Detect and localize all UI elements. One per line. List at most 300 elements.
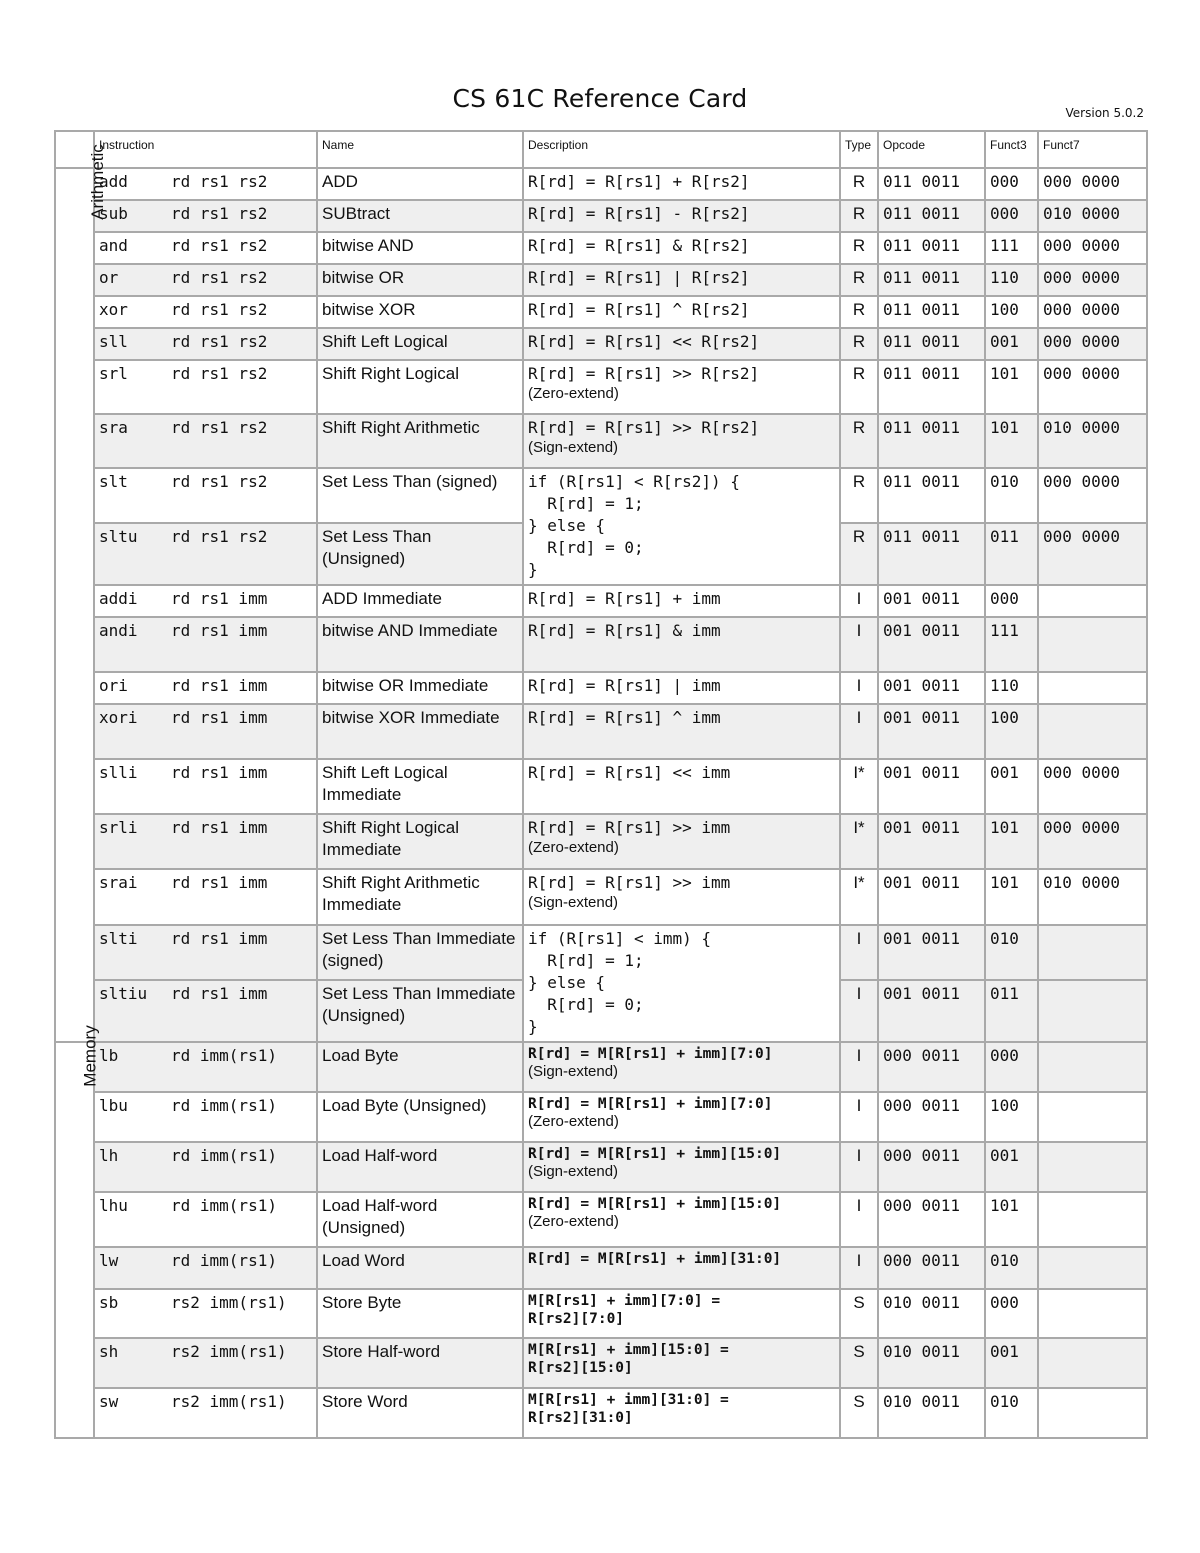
operands: rd imm(rs1)	[171, 1196, 277, 1215]
type-cell: R	[840, 414, 878, 468]
funct3-value: 111	[990, 621, 1019, 640]
type-cell: I	[840, 585, 878, 617]
description-code: R[rd] = R[rs1] >> R[rs2]	[528, 364, 760, 383]
mnemonic: andi	[99, 621, 138, 640]
operands: rd rs1 rs2	[171, 204, 268, 223]
description-code: R[rd] = M[R[rs1] + imm][7:0]	[528, 1096, 773, 1112]
description-code: if (R[rs1] < R[rs2]) { R[rd] = 1; } else { R[rd] = 0; }	[528, 472, 740, 579]
name-cell: bitwise AND	[317, 232, 523, 264]
description-cell	[523, 672, 840, 704]
type-cell: I	[840, 1092, 878, 1142]
table-row	[55, 759, 1147, 814]
instruction-cell	[94, 200, 317, 232]
table-row	[55, 414, 1147, 468]
col-funct3: Funct3	[985, 131, 1038, 168]
funct3-cell	[985, 1092, 1038, 1142]
opcode-cell	[878, 1092, 985, 1142]
table-row	[55, 360, 1147, 414]
mnemonic: lw	[99, 1251, 119, 1270]
opcode-value: 011 0011	[883, 472, 961, 491]
table-row	[55, 296, 1147, 328]
operands: rd rs1 imm	[171, 621, 268, 640]
col-name: Name	[317, 131, 523, 168]
opcode-value: 000 0011	[883, 1146, 961, 1165]
instruction-cell	[94, 617, 317, 672]
funct7-value: 000 0000	[1043, 172, 1121, 191]
description-code: M[R[rs1] + imm][7:0] = R[rs2][7:0]	[528, 1293, 721, 1327]
funct7-cell	[1038, 1142, 1147, 1192]
instruction-cell	[94, 1042, 317, 1092]
mnemonic: lhu	[99, 1196, 128, 1215]
description-note: (Zero-extend)	[528, 385, 619, 402]
instruction-cell	[94, 523, 317, 585]
funct3-value: 101	[990, 873, 1019, 892]
mnemonic: lh	[99, 1146, 119, 1165]
description-cell	[523, 414, 840, 468]
opcode-cell	[878, 232, 985, 264]
type-cell: I	[840, 704, 878, 759]
operands: rd rs1 rs2	[171, 172, 268, 191]
opcode-value: 011 0011	[883, 204, 961, 223]
name-cell: Store Word	[317, 1388, 523, 1438]
funct7-cell	[1038, 704, 1147, 759]
operands: rd imm(rs1)	[171, 1251, 277, 1270]
name-cell: Load Word	[317, 1247, 523, 1289]
description-cell	[523, 1142, 840, 1192]
funct7-value: 000 0000	[1043, 527, 1121, 546]
mnemonic: xor	[99, 300, 128, 319]
col-instruction: Instruction	[94, 131, 317, 168]
description-cell	[523, 1042, 840, 1092]
funct7-cell	[1038, 814, 1147, 869]
opcode-cell	[878, 704, 985, 759]
funct7-cell	[1038, 925, 1147, 980]
funct3-cell	[985, 672, 1038, 704]
mnemonic: sra	[99, 418, 128, 437]
instruction-cell	[94, 1142, 317, 1192]
table-row	[55, 1289, 1147, 1338]
operands: rd rs1 imm	[171, 763, 268, 782]
description-code: R[rd] = R[rs1] >> R[rs2]	[528, 418, 760, 437]
description-cell	[523, 1289, 840, 1338]
description-code: R[rd] = R[rs1] >> imm	[528, 818, 731, 837]
funct3-cell	[985, 704, 1038, 759]
funct3-value: 011	[990, 527, 1019, 546]
instruction-cell	[94, 232, 317, 264]
operands: rd rs1 rs2	[171, 527, 268, 546]
group-memory	[55, 1025, 100, 1438]
table-row	[55, 200, 1147, 232]
description-cell	[523, 814, 840, 869]
funct3-value: 100	[990, 708, 1019, 727]
funct7-cell	[1038, 672, 1147, 704]
operands: rd rs1 rs2	[171, 418, 268, 437]
name-cell: ADD	[317, 168, 523, 200]
funct3-cell	[985, 617, 1038, 672]
opcode-cell	[878, 672, 985, 704]
funct3-value: 100	[990, 300, 1019, 319]
funct7-cell	[1038, 1388, 1147, 1438]
funct7-cell	[1038, 869, 1147, 925]
name-cell: Load Byte (Unsigned)	[317, 1092, 523, 1142]
operands: rd rs1 rs2	[171, 364, 268, 383]
opcode-value: 001 0011	[883, 873, 961, 892]
table-row	[55, 1192, 1147, 1247]
opcode-cell	[878, 925, 985, 980]
mnemonic: srli	[99, 818, 138, 837]
mnemonic: add	[99, 172, 128, 191]
operands: rd rs1 rs2	[171, 332, 268, 351]
description-code: R[rd] = R[rs1] | imm	[528, 676, 721, 695]
funct7-cell	[1038, 585, 1147, 617]
type-cell: S	[840, 1289, 878, 1338]
description-cell	[523, 1092, 840, 1142]
instruction-cell	[94, 1388, 317, 1438]
opcode-value: 000 0011	[883, 1046, 961, 1065]
type-cell: R	[840, 328, 878, 360]
description-code: R[rd] = M[R[rs1] + imm][7:0]	[528, 1046, 773, 1062]
description-code: M[R[rs1] + imm][15:0] = R[rs2][15:0]	[528, 1342, 729, 1376]
description-cell	[523, 1338, 840, 1388]
funct7-cell	[1038, 200, 1147, 232]
opcode-value: 001 0011	[883, 589, 961, 608]
description-cell	[523, 869, 840, 925]
type-cell: R	[840, 296, 878, 328]
instruction-cell	[94, 869, 317, 925]
table-row	[55, 585, 1147, 617]
funct3-value: 000	[990, 1046, 1019, 1065]
type-cell: R	[840, 360, 878, 414]
description-note: (Zero-extend)	[528, 839, 619, 856]
opcode-value: 011 0011	[883, 236, 961, 255]
instruction-cell	[94, 672, 317, 704]
operands: rd rs1 imm	[171, 676, 268, 695]
description-cell	[523, 1388, 840, 1438]
name-cell: Shift Right Arithmetic	[317, 414, 523, 468]
description-note: (Sign-extend)	[528, 1063, 619, 1080]
opcode-value: 001 0011	[883, 818, 961, 837]
name-cell: bitwise XOR	[317, 296, 523, 328]
name-cell: Set Less Than (signed)	[317, 468, 523, 523]
name-cell: bitwise OR	[317, 264, 523, 296]
funct3-cell	[985, 585, 1038, 617]
funct7-cell	[1038, 360, 1147, 414]
name-cell: Shift Left Logical	[317, 328, 523, 360]
funct7-cell	[1038, 232, 1147, 264]
funct3-cell	[985, 1247, 1038, 1289]
table-row	[55, 1247, 1147, 1289]
funct3-cell	[985, 264, 1038, 296]
instruction-cell	[94, 360, 317, 414]
funct7-value: 000 0000	[1043, 818, 1121, 837]
description-cell	[523, 232, 840, 264]
table-row	[55, 1142, 1147, 1192]
mnemonic: slli	[99, 763, 138, 782]
operands: rs2 imm(rs1)	[171, 1342, 287, 1361]
mnemonic: slti	[99, 929, 138, 948]
type-cell: R	[840, 523, 878, 585]
description-cell	[523, 759, 840, 814]
mnemonic: srai	[99, 873, 138, 892]
mnemonic: slt	[99, 472, 128, 491]
description-code: R[rd] = R[rs1] >> imm	[528, 873, 731, 892]
description-code: M[R[rs1] + imm][31:0] = R[rs2][31:0]	[528, 1392, 729, 1426]
table-header	[55, 131, 1147, 168]
description-code: R[rd] = M[R[rs1] + imm][15:0]	[528, 1196, 782, 1212]
funct7-cell	[1038, 759, 1147, 814]
funct3-value: 011	[990, 984, 1019, 1003]
funct3-cell	[985, 759, 1038, 814]
funct3-value: 010	[990, 472, 1019, 491]
mnemonic: sltu	[99, 527, 138, 546]
table-row	[55, 328, 1147, 360]
table-row	[55, 617, 1147, 672]
operands: rd imm(rs1)	[171, 1096, 277, 1115]
funct3-value: 000	[990, 1293, 1019, 1312]
description-code: R[rd] = R[rs1] << R[rs2]	[528, 332, 760, 351]
name-cell: Shift Right Logical	[317, 360, 523, 414]
name-cell: Set Less Than Immediate (Unsigned)	[317, 980, 523, 1042]
name-cell: Store Half-word	[317, 1338, 523, 1388]
type-cell: I*	[840, 869, 878, 925]
funct3-value: 000	[990, 172, 1019, 191]
col-description: Description	[523, 131, 840, 168]
mnemonic: srl	[99, 364, 128, 383]
operands: rd rs1 rs2	[171, 472, 268, 491]
description-code: R[rd] = R[rs1] & imm	[528, 621, 721, 640]
opcode-cell	[878, 1338, 985, 1388]
opcode-cell	[878, 617, 985, 672]
type-cell: R	[840, 168, 878, 200]
funct3-value: 010	[990, 929, 1019, 948]
description-code: R[rd] = R[rs1] << imm	[528, 763, 731, 782]
funct7-cell	[1038, 414, 1147, 468]
col-funct7: Funct7	[1038, 131, 1147, 168]
opcode-value: 001 0011	[883, 676, 961, 695]
type-cell: I	[840, 1142, 878, 1192]
operands: rd rs1 imm	[171, 984, 268, 1003]
opcode-cell	[878, 360, 985, 414]
instruction-cell	[94, 168, 317, 200]
funct7-cell	[1038, 1092, 1147, 1142]
funct7-cell	[1038, 1338, 1147, 1388]
opcode-cell	[878, 168, 985, 200]
funct3-cell	[985, 1192, 1038, 1247]
name-cell: Shift Left Logical Immediate	[317, 759, 523, 814]
opcode-cell	[878, 814, 985, 869]
type-cell: S	[840, 1338, 878, 1388]
opcode-value: 011 0011	[883, 300, 961, 319]
description-code: R[rd] = M[R[rs1] + imm][31:0]	[528, 1251, 782, 1267]
mnemonic: sb	[99, 1293, 119, 1312]
opcode-value: 001 0011	[883, 929, 961, 948]
opcode-value: 000 0011	[883, 1196, 961, 1215]
opcode-cell	[878, 200, 985, 232]
opcode-cell	[878, 1142, 985, 1192]
funct7-cell	[1038, 328, 1147, 360]
funct3-value: 010	[990, 1392, 1019, 1411]
funct3-cell	[985, 1042, 1038, 1092]
type-cell: R	[840, 468, 878, 523]
mnemonic: sw	[99, 1392, 119, 1411]
funct7-value: 000 0000	[1043, 300, 1121, 319]
table-row	[55, 232, 1147, 264]
description-code: R[rd] = R[rs1] - R[rs2]	[528, 204, 750, 223]
type-cell: I	[840, 980, 878, 1042]
instruction-cell	[94, 1289, 317, 1338]
funct3-value: 100	[990, 1096, 1019, 1115]
mnemonic: or	[99, 268, 119, 287]
opcode-cell	[878, 328, 985, 360]
funct7-value: 000 0000	[1043, 236, 1121, 255]
table-row	[55, 925, 1147, 980]
instruction-cell	[94, 759, 317, 814]
opcode-cell	[878, 264, 985, 296]
funct7-cell	[1038, 617, 1147, 672]
opcode-cell	[878, 980, 985, 1042]
funct3-cell	[985, 980, 1038, 1042]
opcode-cell	[878, 414, 985, 468]
funct3-value: 000	[990, 204, 1019, 223]
funct3-value: 001	[990, 1146, 1019, 1165]
table-row	[55, 869, 1147, 925]
funct7-cell	[1038, 980, 1147, 1042]
instruction-cell	[94, 328, 317, 360]
opcode-value: 010 0011	[883, 1293, 961, 1312]
funct7-cell	[1038, 1192, 1147, 1247]
description-cell	[523, 1247, 840, 1289]
funct3-cell	[985, 296, 1038, 328]
type-cell: I	[840, 672, 878, 704]
opcode-value: 011 0011	[883, 418, 961, 437]
description-note: (Sign-extend)	[528, 894, 619, 911]
table-row	[55, 814, 1147, 869]
funct3-cell	[985, 523, 1038, 585]
opcode-value: 001 0011	[883, 984, 961, 1003]
opcode-value: 011 0011	[883, 527, 961, 546]
group-label: Memory	[80, 1025, 100, 1087]
table-row	[55, 672, 1147, 704]
name-cell: Shift Right Arithmetic Immediate	[317, 869, 523, 925]
mnemonic: sub	[99, 204, 128, 223]
instruction-cell	[94, 1338, 317, 1388]
funct3-value: 110	[990, 676, 1019, 695]
funct3-cell	[985, 1338, 1038, 1388]
instruction-cell	[94, 814, 317, 869]
funct7-cell	[1038, 296, 1147, 328]
operands: rd rs1 imm	[171, 589, 268, 608]
mnemonic: xori	[99, 708, 138, 727]
description-note: (Zero-extend)	[528, 1113, 619, 1130]
operands: rd rs1 imm	[171, 873, 268, 892]
description-code: R[rd] = R[rs1] + R[rs2]	[528, 172, 750, 191]
mnemonic: addi	[99, 589, 138, 608]
operands: rd rs1 rs2	[171, 236, 268, 255]
instruction-cell	[94, 585, 317, 617]
instruction-cell	[94, 1247, 317, 1289]
table-row	[55, 264, 1147, 296]
funct3-value: 101	[990, 1196, 1019, 1215]
opcode-cell	[878, 468, 985, 523]
description-cell	[523, 925, 840, 1042]
opcode-cell	[878, 585, 985, 617]
description-code: R[rd] = R[rs1] | R[rs2]	[528, 268, 750, 287]
opcode-value: 010 0011	[883, 1342, 961, 1361]
funct7-cell	[1038, 1247, 1147, 1289]
mnemonic: lbu	[99, 1096, 128, 1115]
funct7-value: 010 0000	[1043, 873, 1121, 892]
description-cell	[523, 360, 840, 414]
instruction-cell	[94, 264, 317, 296]
funct3-value: 101	[990, 418, 1019, 437]
name-cell: Load Half-word	[317, 1142, 523, 1192]
instruction-cell	[94, 704, 317, 759]
funct7-value: 000 0000	[1043, 763, 1121, 782]
opcode-cell	[878, 869, 985, 925]
mnemonic: sll	[99, 332, 128, 351]
description-cell	[523, 585, 840, 617]
opcode-value: 000 0011	[883, 1096, 961, 1115]
type-cell: I	[840, 617, 878, 672]
name-cell: ADD Immediate	[317, 585, 523, 617]
type-cell: I*	[840, 814, 878, 869]
name-cell: Set Less Than Immediate (signed)	[317, 925, 523, 980]
funct3-cell	[985, 1388, 1038, 1438]
version-label: Version 5.0.2	[1065, 106, 1144, 120]
opcode-cell	[878, 759, 985, 814]
funct7-cell	[1038, 264, 1147, 296]
name-cell: Load Byte	[317, 1042, 523, 1092]
description-code: R[rd] = R[rs1] + imm	[528, 589, 721, 608]
type-cell: I	[840, 1042, 878, 1092]
funct3-value: 101	[990, 364, 1019, 383]
funct7-value: 010 0000	[1043, 418, 1121, 437]
name-cell: Load Half-word (Unsigned)	[317, 1192, 523, 1247]
opcode-value: 011 0011	[883, 332, 961, 351]
table-row	[55, 168, 1147, 200]
description-code: R[rd] = R[rs1] ^ imm	[528, 708, 721, 727]
type-cell: R	[840, 264, 878, 296]
funct7-cell	[1038, 523, 1147, 585]
opcode-cell	[878, 1247, 985, 1289]
instruction-cell	[94, 925, 317, 980]
funct3-value: 001	[990, 763, 1019, 782]
funct3-cell	[985, 1289, 1038, 1338]
funct7-value: 000 0000	[1043, 472, 1121, 491]
table-row	[55, 1042, 1147, 1092]
opcode-value: 001 0011	[883, 763, 961, 782]
description-cell	[523, 1192, 840, 1247]
description-code: R[rd] = R[rs1] ^ R[rs2]	[528, 300, 750, 319]
opcode-value: 001 0011	[883, 621, 961, 640]
operands: rd rs1 imm	[171, 818, 268, 837]
instruction-cell	[94, 1092, 317, 1142]
type-cell: S	[840, 1388, 878, 1438]
funct7-cell	[1038, 1289, 1147, 1338]
mnemonic: sh	[99, 1342, 119, 1361]
funct3-cell	[985, 1142, 1038, 1192]
description-note: (Zero-extend)	[528, 1213, 619, 1230]
instruction-cell	[94, 980, 317, 1042]
funct3-cell	[985, 869, 1038, 925]
funct3-cell	[985, 925, 1038, 980]
opcode-cell	[878, 1192, 985, 1247]
mnemonic: ori	[99, 676, 128, 695]
name-cell: bitwise AND Immediate	[317, 617, 523, 672]
funct3-cell	[985, 414, 1038, 468]
opcode-value: 011 0011	[883, 364, 961, 383]
funct7-cell	[1038, 168, 1147, 200]
